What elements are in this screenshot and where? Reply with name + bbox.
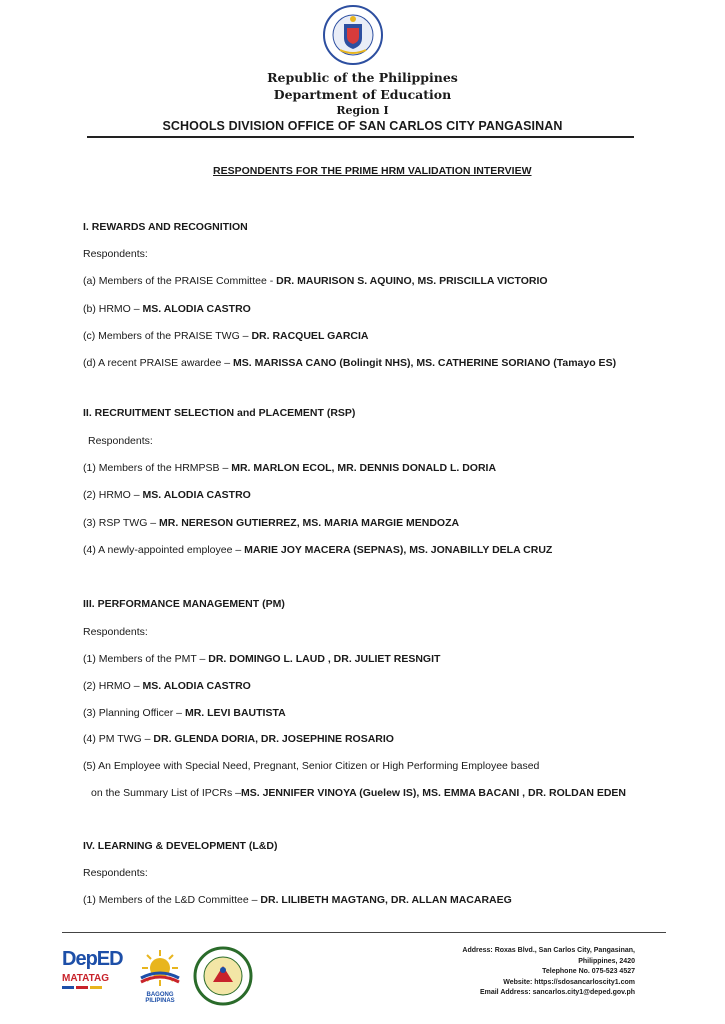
list-item: (4) PM TWG – DR. GLENDA DORIA, DR. JOSEPHINE ROSARIO (83, 733, 394, 745)
footer-contact (462, 946, 635, 999)
address-line: Philippines, 2420 (578, 957, 635, 965)
document-title: RESPONDENTS FOR THE PRIME HRM VALIDATION INTERVIEW (213, 165, 532, 177)
department-line: Department of Education (273, 87, 452, 102)
republic-line: Republic of the Philippines (267, 70, 458, 85)
respondents-label: Respondents: (88, 435, 153, 447)
list-item: (a) Members of the PRAISE Committee - DR. MAURISON S. AQUINO, MS. PRISCILLA VICTORIO (83, 275, 548, 287)
respondents-label: Respondents: (83, 626, 148, 638)
section-heading: III. PERFORMANCE MANAGEMENT (PM) (83, 598, 285, 610)
section-heading: I. REWARDS AND RECOGNITION (83, 221, 248, 233)
list-item: (b) HRMO – MS. ALODIA CASTRO (83, 303, 251, 315)
bagong-pilipinas-label: BAGONG PILIPINAS (145, 992, 175, 1004)
website: Website: https://sdosancarloscity1.com (503, 978, 635, 986)
list-item: (2) HRMO – MS. ALODIA CASTRO (83, 680, 251, 692)
deped-matatag-logo (62, 948, 126, 1004)
telephone: Telephone No. 075-523 4527 (542, 968, 635, 975)
list-item: (1) Members of the L&D Committee – DR. LILIBETH MAGTANG, DR. ALLAN MACARAEG (83, 894, 512, 906)
respondents-label: Respondents: (83, 248, 148, 260)
list-item: (5) An Employee with Special Need, Pregnant, Senior Citizen or High Performing Employee based (83, 760, 540, 772)
address-line: Address: Roxas Blvd., San Carlos City, Pangasinan, (462, 947, 635, 954)
bagong-pilipinas-sun-icon (133, 948, 187, 988)
email: Email Address: sancarlos.city1@deped.gov.ph (479, 989, 635, 996)
region-line: Region I (336, 104, 389, 117)
section-heading: II. RECRUITMENT SELECTION and PLACEMENT (RSP) (83, 407, 356, 419)
header-divider (87, 136, 634, 138)
section-heading: IV. LEARNING & DEVELOPMENT (L&D) (83, 840, 278, 852)
sdo-seal-logo (193, 946, 253, 1006)
footer-divider (62, 932, 666, 933)
deped-wordmark: DepED (62, 948, 123, 970)
list-item: (1) Members of the PMT – DR. DOMINGO L. LAUD , DR. JULIET RESNGIT (83, 653, 441, 665)
respondents-label: Respondents: (83, 867, 148, 879)
list-item: (3) Planning Officer – MR. LEVI BAUTISTA (83, 707, 286, 719)
list-item: (1) Members of the HRMPSB – MR. MARLON ECOL, MR. DENNIS DONALD L. DORIA (83, 462, 497, 474)
office-line: SCHOOLS DIVISION OFFICE OF SAN CARLOS CITY PANGASINAN (162, 119, 563, 133)
list-item: (c) Members of the PRAISE TWG – DR. RACQUEL GARCIA (83, 330, 369, 342)
bagong-pilipinas-logo (133, 948, 187, 1002)
list-item: (3) RSP TWG – MR. NERESON GUTIERREZ, MS. MARIA MARGIE MENDOZA (83, 517, 460, 529)
deped-seal-logo (318, 4, 388, 66)
list-item: (2) HRMO – MS. ALODIA CASTRO (83, 489, 251, 501)
list-item: (d) A recent PRAISE awardee – MS. MARISSA CANO (Bolingit NHS), MS. CATHERINE SORIANO (Tamayo ES) (83, 357, 617, 369)
list-item: (4) A newly-appointed employee – MARIE JOY MACERA (SEPNAS), MS. JONABILLY DELA CRUZ (83, 544, 553, 556)
list-item-continuation: on the Summary List of IPCRs –MS. JENNIFER VINOYA (Guelew IS), MS. EMMA BACANI , DR. ROLDAN EDEN (91, 787, 627, 799)
matatag-wordmark: MATATAG (62, 973, 110, 984)
